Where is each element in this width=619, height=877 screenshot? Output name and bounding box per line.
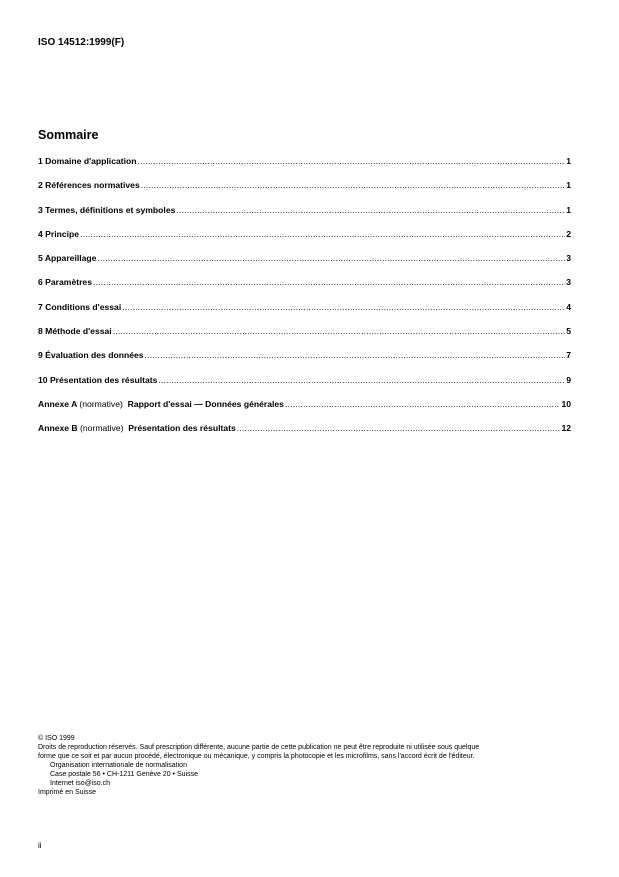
toc-entry-page: 1 xyxy=(566,204,571,215)
rights-text-line-2: forme que ce soit et par aucun procédé, électronique ou mécanique, y compris la photocopie et les microfilms, sans l'accord écrit de l'éditeur. xyxy=(38,753,475,760)
toc-entry-6[interactable] xyxy=(38,277,571,301)
toc-entry-label xyxy=(38,423,236,433)
page-number: ii xyxy=(38,841,42,850)
toc-leader-dots xyxy=(93,277,565,287)
toc-leader-dots xyxy=(122,302,565,312)
toc-entry-label: 9 Évaluation des données xyxy=(38,350,144,361)
toc-entry-label: 3 Termes, définitions et symboles xyxy=(38,204,176,215)
table-of-contents xyxy=(38,156,571,448)
annex-prefix: Annexe A xyxy=(38,398,77,409)
toc-entry-label: 4 Principe xyxy=(38,228,80,239)
organisation-name: Organisation internationale de normalisation xyxy=(50,762,187,769)
toc-entry-label: 8 Méthode d'essai xyxy=(38,326,112,337)
toc-entry-page: 3 xyxy=(566,253,571,264)
toc-entry-page: 10 xyxy=(561,398,571,409)
toc-entry-10[interactable] xyxy=(38,375,571,399)
toc-entry-label: 2 Références normatives xyxy=(38,180,140,191)
toc-entry-page: 5 xyxy=(566,326,571,337)
toc-leader-dots xyxy=(158,375,565,385)
toc-entry-page: 1 xyxy=(566,156,571,166)
copyright-notice xyxy=(38,734,578,797)
toc-entry-page: 7 xyxy=(566,350,571,361)
toc-entry-label: 5 Appareillage xyxy=(38,253,97,264)
toc-leader-dots xyxy=(285,399,560,409)
annex-title: Rapport d'essai — Données générales xyxy=(127,398,284,409)
toc-leader-dots xyxy=(97,253,565,263)
toc-entry-page: 1 xyxy=(566,180,571,191)
toc-entry-5[interactable] xyxy=(38,253,571,277)
toc-leader-dots xyxy=(80,229,565,239)
toc-leader-dots xyxy=(176,205,565,215)
toc-annex-b[interactable] xyxy=(38,423,571,447)
toc-entry-page: 4 xyxy=(566,301,571,312)
postal-address: Case postale 56 • CH-1211 Genève 20 • Suisse xyxy=(50,771,198,778)
copyright-line: © ISO 1999 xyxy=(38,735,75,742)
document-id-header: ISO 14512:1999(F) xyxy=(38,37,125,48)
toc-entry-page: 2 xyxy=(566,228,571,239)
annex-title: Présentation des résultats xyxy=(128,423,236,434)
rights-text-line-1: Droits de reproduction réservés. Sauf prescription différente, aucune partie de cette publication ne peut être reproduite ni utilisée sous quelque xyxy=(38,744,480,751)
toc-entry-3[interactable] xyxy=(38,205,571,229)
annex-prefix: Annexe B xyxy=(38,423,78,434)
toc-entry-label: 1 Domaine d'application xyxy=(38,156,137,166)
toc-leader-dots xyxy=(145,350,566,360)
printed-in: Imprimé en Suisse xyxy=(38,789,96,796)
toc-entry-label: 7 Conditions d'essai xyxy=(38,301,122,312)
toc-entry-1[interactable] xyxy=(38,156,571,180)
toc-entry-page: 9 xyxy=(566,374,571,385)
toc-title: Sommaire xyxy=(38,128,99,142)
toc-entry-8[interactable] xyxy=(38,326,571,350)
toc-leader-dots xyxy=(113,326,566,336)
toc-entry-page: 3 xyxy=(566,277,571,288)
toc-annex-a[interactable] xyxy=(38,399,571,423)
toc-leader-dots xyxy=(141,180,565,190)
toc-entry-7[interactable] xyxy=(38,302,571,326)
toc-leader-dots xyxy=(138,156,566,166)
toc-entry-4[interactable] xyxy=(38,229,571,253)
toc-entry-label: 6 Paramètres xyxy=(38,277,92,288)
toc-entry-9[interactable] xyxy=(38,350,571,374)
toc-entry-2[interactable] xyxy=(38,180,571,204)
toc-entry-label: 10 Présentation des résultats xyxy=(38,374,158,385)
annex-type: (normative) xyxy=(79,398,123,409)
annex-type: (normative) xyxy=(80,423,124,434)
toc-leader-dots xyxy=(237,423,561,433)
toc-entry-label xyxy=(38,399,284,409)
internet-contact: Internet iso@iso.ch xyxy=(50,780,111,787)
toc-entry-page: 12 xyxy=(561,423,571,434)
